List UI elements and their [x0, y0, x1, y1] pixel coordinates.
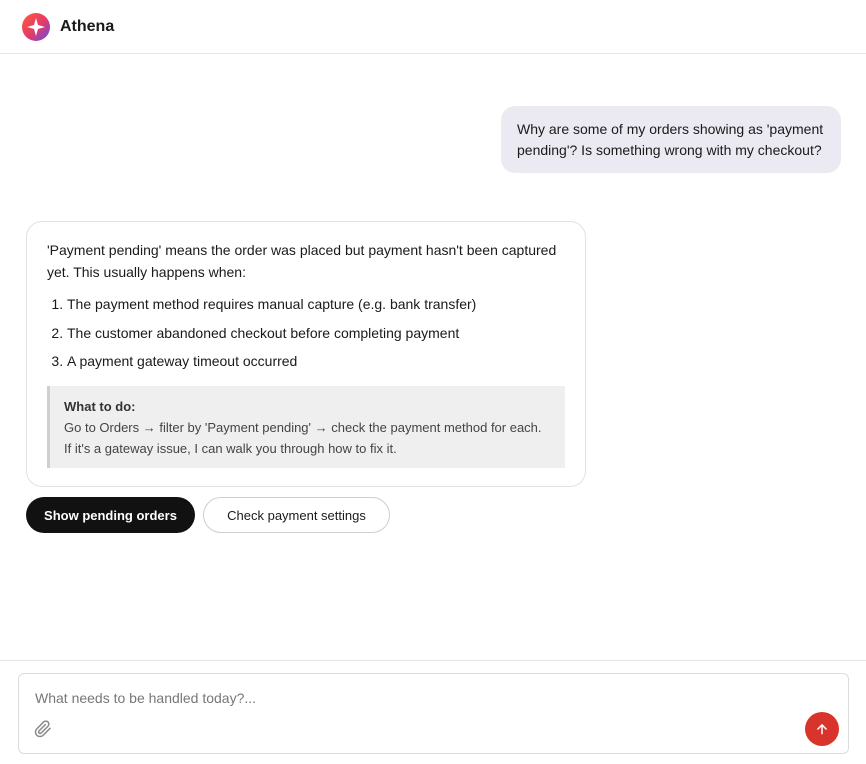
list-item: 1. The payment method requires manual capture (e.g. bank transfer)	[67, 294, 565, 314]
callout-title: What to do:	[64, 399, 136, 414]
reasons-list	[47, 294, 565, 371]
assistant-message	[26, 221, 586, 487]
app-title: Athena	[60, 17, 115, 35]
list-item: 2. The customer abandoned checkout before completing payment	[67, 323, 565, 343]
send-button[interactable]	[805, 712, 839, 746]
check-payment-settings-button[interactable]: Check payment settings	[203, 497, 390, 533]
athena-logo-icon	[22, 13, 50, 41]
paperclip-icon[interactable]	[33, 718, 53, 740]
suggested-actions	[26, 497, 390, 533]
arrow-up-icon	[815, 722, 829, 736]
what-to-do-callout	[47, 386, 565, 468]
composer	[18, 673, 849, 754]
callout-body: Go to Orders → filter by 'Payment pending' → check the payment method for each. If it's a gateway issue, I can walk you through how to fix it.	[64, 420, 542, 456]
show-pending-orders-button[interactable]: Show pending orders	[26, 497, 195, 533]
message-input[interactable]	[35, 688, 795, 708]
user-message: Why are some of my orders showing as 'payment pending'? Is something wrong with my checkout?	[501, 106, 841, 173]
list-item: 3. A payment gateway timeout occurred	[67, 351, 565, 371]
assistant-intro: 'Payment pending' means the order was placed but payment hasn't been captured yet. This usually happens when:	[47, 242, 557, 280]
app-header	[0, 0, 866, 54]
